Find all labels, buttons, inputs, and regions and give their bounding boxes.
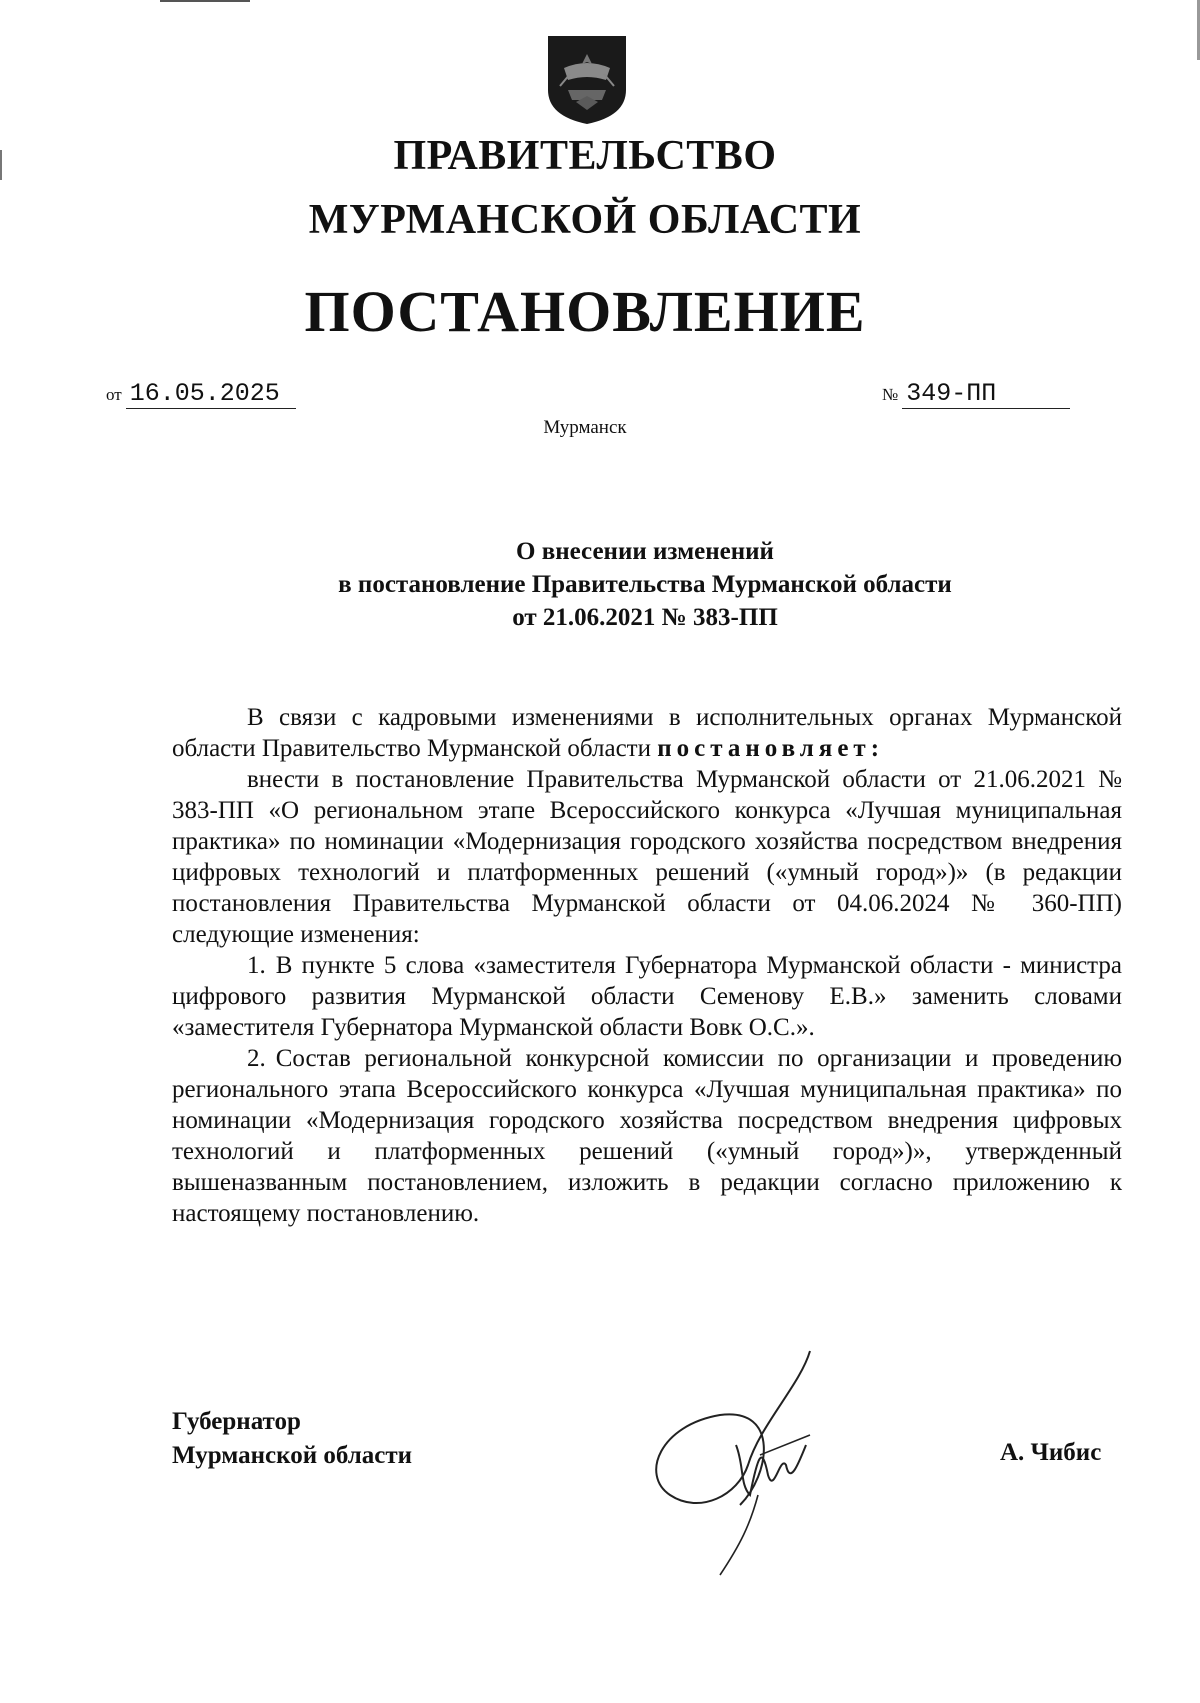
item-number: 1.: [247, 952, 266, 979]
document-subject: [0, 535, 1200, 634]
signatory-name: А. Чибис: [1000, 1439, 1102, 1466]
signatory-position: Губернатор: [172, 1408, 301, 1435]
subject-line: О внесении изменений: [516, 538, 774, 565]
intro-text: В связи с кадровыми изменениями в исполнительных органах Мурманской области Правительство Мурманской области: [172, 704, 1122, 762]
signatory-region: Мурманской области: [172, 1442, 413, 1469]
subject-line: в постановление Правительства Мурманской области: [338, 571, 952, 598]
date-value: 16.05.2025: [126, 380, 296, 409]
signatory-title: [172, 1405, 412, 1473]
number-label: №: [882, 385, 899, 404]
city-name: Мурманск: [543, 417, 627, 438]
organization-name: ПРАВИТЕЛЬСТВО: [393, 133, 777, 179]
number-value: 349-ПП: [902, 380, 1070, 409]
document-date: [106, 380, 296, 409]
scan-edge-mark: [160, 0, 250, 2]
date-label: от: [106, 385, 122, 404]
subject-line: от 21.06.2021 № 383-ПП: [512, 604, 778, 631]
coat-of-arms-icon: [546, 34, 628, 126]
list-item: [172, 950, 1122, 1043]
item-number: 2.: [247, 1045, 266, 1072]
document-body: [172, 702, 1122, 1229]
intro-paragraph: [172, 702, 1122, 764]
item-text: Состав региональной конкурсной комиссии по организации и проведению регионального этапа Всероссийского конкурса «Лучшая муниципальная практика» по номинации «Модернизация городского хозяйства посредством внедрения цифровых технологий и платформенных решений («умный город»)», утвержденный вышеназванным постановлением, изложить в редакции согласно приложению к настоящему постановлению.: [172, 1045, 1122, 1227]
item-text: В пункте 5 слова «заместителя Губернатора Мурманской области - министра цифрового развития Мурманской области Семенову Е.В.» заменить словами «заместителя Губернатора Мурманской области Вовк О.С.».: [172, 952, 1122, 1041]
document-type: ПОСТАНОВЛЕНИЕ: [304, 279, 866, 344]
organization-region: МУРМАНСКОЙ ОБЛАСТИ: [308, 197, 862, 243]
handwritten-signature-icon: [640, 1345, 900, 1585]
resolves-keyword: постановляет:: [657, 735, 885, 762]
decree-paragraph: внести в постановление Правительства Мурманской области от 21.06.2021 № 383-ПП «О региональном этапе Всероссийского конкурса «Лучшая муниципальная практика» по номинации «Модернизация городского хозяйства посредством внедрения цифровых технологий и платформенных решений («умный город»)» (в редакции постановления Правительства Мурманской области от 04.06.2024 № 360-ПП) следующие изменения:: [172, 766, 1122, 948]
document-number: [882, 380, 1070, 409]
list-item: [172, 1043, 1122, 1229]
